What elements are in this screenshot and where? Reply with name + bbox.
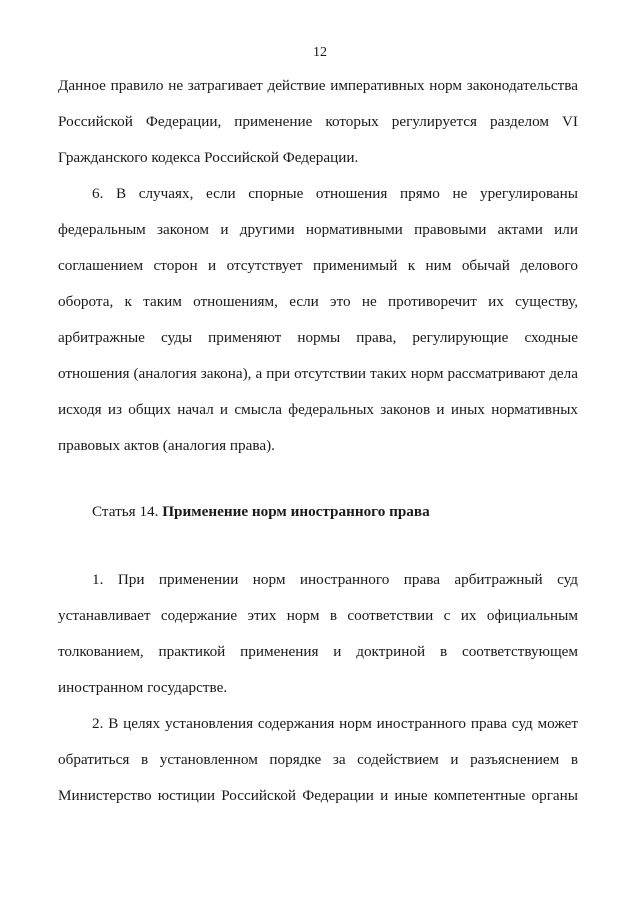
page-number: 12 (313, 45, 327, 60)
paragraph-line: федеральным законом и другими нормативными правовыми актами или (58, 221, 578, 238)
paragraph-line: отношения (аналогия закона), а при отсутствии таких норм рассматривают дела (58, 365, 578, 382)
paragraph-line: 1. При применении норм иностранного права арбитражный суд (92, 571, 578, 588)
paragraph-line: 2. В целях установления содержания норм иностранного права суд может (92, 715, 578, 732)
paragraph-line: оборота, к таким отношениям, если это не противоречит их существу, (58, 293, 578, 310)
paragraph-line: Гражданского кодекса Российской Федерации. (58, 149, 359, 166)
article-heading (92, 502, 578, 522)
paragraph-line: 6. В случаях, если спорные отношения прямо не урегулированы (92, 185, 578, 202)
paragraph-line: Министерство юстиции Российской Федерации и иные компетентные органы (58, 787, 578, 804)
paragraph-line: иностранном государстве. (58, 679, 228, 696)
paragraph-line: устанавливает содержание этих норм в соответствии с их официальным (58, 607, 578, 624)
paragraph-line: арбитражные суды применяют нормы права, регулирующие сходные (58, 329, 578, 346)
paragraph-line: Данное правило не затрагивает действие императивных норм законодательства (58, 77, 578, 94)
paragraph-line: соглашением сторон и отсутствует применимый к ним обычай делового (58, 257, 578, 274)
paragraph-line: Российской Федерации, применение которых регулируется разделом VI (58, 113, 578, 130)
paragraph-line: исходя из общих начал и смысла федеральных законов и иных нормативных (58, 401, 578, 418)
article-number: Статья 14. (92, 503, 163, 520)
paragraph-line: правовых актов (аналогия права). (58, 437, 275, 454)
paragraph-line: толкованием, практикой применения и доктриной в соответствующем (58, 643, 578, 660)
paragraph-line: обратиться в установленном порядке за содействием и разъяснением в (58, 751, 578, 768)
article-title: Применение норм иностранного права (162, 503, 430, 520)
